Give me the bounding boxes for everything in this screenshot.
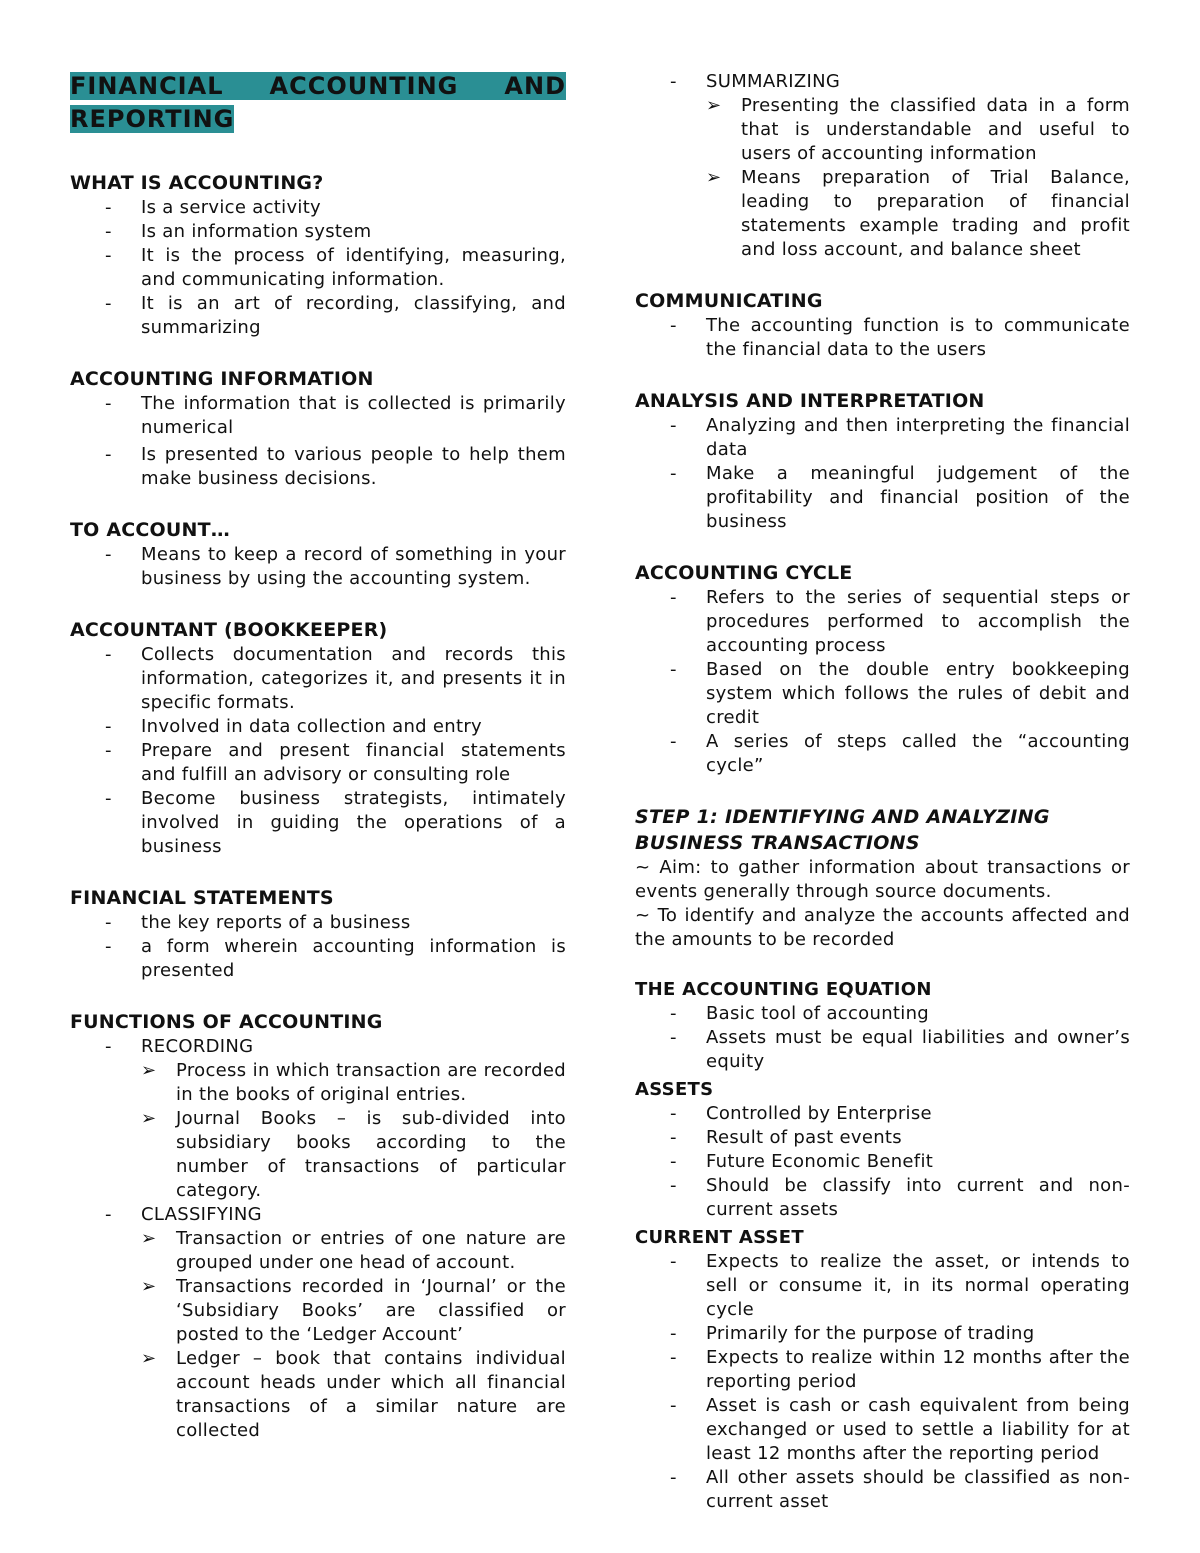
list-item-text: Expects to realize the asset, or intends to sell or consume it, in its normal operating cycle (706, 1251, 1130, 1320)
list-item-text: It is an art of recording, classifying, and summarizing (141, 293, 566, 338)
list-item-text: It is the process of identifying, measuring, and communicating information. (141, 245, 566, 290)
dash-bullet: - (670, 1127, 677, 1148)
dash-bullet: - (670, 1151, 677, 1172)
section-functions-of-accounting (70, 1009, 566, 1443)
section-assets (635, 1078, 1130, 1222)
arrow-bullet-icon: ➢ (141, 1108, 157, 1129)
list-item-text: Primarily for the purpose of trading (706, 1323, 1035, 1344)
left-column (70, 70, 566, 1469)
arrow-bullet-icon: ➢ (706, 95, 722, 116)
list-item-text: SUMMARIZING (706, 71, 841, 92)
dash-bullet: - (105, 1036, 112, 1057)
list-item-text: Is presented to various people to help them make business decisions. (141, 444, 566, 489)
list-item (635, 1102, 1130, 1126)
arrow-item-text: Ledger – book that contains individual account heads under which all financial transactions of a similar nature are collected (176, 1348, 566, 1441)
list-item (70, 292, 566, 340)
list-item (70, 787, 566, 859)
list-item-text: The accounting function is to communicate the financial data to the users (706, 315, 1130, 360)
list-item-text: Based on the double entry bookkeeping system which follows the rules of debit and credit (706, 659, 1130, 728)
section-heading: FINANCIAL STATEMENTS (70, 887, 334, 909)
list-item (70, 543, 566, 591)
list-item-text: Is an information system (141, 221, 372, 242)
bullet-list (70, 392, 566, 491)
section-summarizing (635, 70, 1130, 262)
dash-bullet: - (670, 1323, 677, 1344)
list-item (70, 392, 566, 440)
arrow-bullet-icon: ➢ (706, 167, 722, 188)
list-item (70, 739, 566, 787)
bullet-list (70, 1035, 566, 1443)
section-to-account (70, 517, 566, 591)
dash-bullet: - (105, 544, 112, 565)
list-item-text: CLASSIFYING (141, 1204, 262, 1225)
arrow-list (706, 94, 1130, 262)
list-item (70, 715, 566, 739)
list-item-text: All other assets should be classified as non-current asset (706, 1467, 1130, 1512)
list-item (635, 462, 1130, 534)
arrow-item-text: Journal Books – is sub-divided into subsidiary books according to the number of transactions of particular category. (176, 1108, 566, 1201)
dash-bullet: - (105, 221, 112, 242)
bullet-list (635, 1250, 1130, 1514)
list-item-text: Make a meaningful judgement of the profitability and financial position of the business (706, 463, 1130, 532)
list-item (635, 1466, 1130, 1514)
dash-bullet: - (670, 587, 677, 608)
bullet-list (70, 196, 566, 340)
list-item (635, 1002, 1130, 1026)
arrow-list-item (706, 166, 1130, 262)
subsection-heading: CURRENT ASSET (635, 1227, 804, 1248)
dash-bullet: - (670, 415, 677, 436)
section-heading: WHAT IS ACCOUNTING? (70, 172, 324, 194)
dash-bullet: - (670, 731, 677, 752)
step-aim: ~ Aim: to gather information about transactions or events generally through source documents. (635, 857, 1130, 902)
list-item (70, 244, 566, 292)
list-item-text: Refers to the series of sequential steps or procedures performed to accomplish the accounting process (706, 587, 1130, 656)
list-item-text: The information that is collected is primarily numerical (141, 393, 566, 438)
dash-bullet: - (670, 1395, 677, 1416)
list-item-text: Analyzing and then interpreting the financial data (706, 415, 1130, 460)
bullet-list (70, 643, 566, 859)
right-column (635, 70, 1130, 1514)
dash-bullet: - (105, 1204, 112, 1225)
dash-bullet: - (670, 315, 677, 336)
arrow-bullet-icon: ➢ (141, 1348, 157, 1369)
section-accounting-information (70, 366, 566, 491)
section-communicating (635, 288, 1130, 362)
arrow-list-item (141, 1275, 566, 1347)
arrow-item-text: Means preparation of Trial Balance, leading to preparation of financial statements example trading and profit and loss account, and balance sheet (741, 167, 1130, 260)
bullet-list (635, 70, 1130, 262)
section-what-is-accounting (70, 170, 566, 340)
arrow-item-text: Process in which transaction are recorded in the books of original entries. (176, 1060, 566, 1105)
list-item-text: A series of steps called the “accounting cycle” (706, 731, 1130, 776)
bullet-list (635, 314, 1130, 362)
list-item-text: Controlled by Enterprise (706, 1103, 932, 1124)
list-item (70, 935, 566, 983)
list-item-text: Become business strategists, intimately involved in guiding the operations of a business (141, 788, 566, 857)
arrow-item-text: Transaction or entries of one nature are grouped under one head of account. (176, 1228, 566, 1273)
list-item-summarizing (635, 70, 1130, 262)
arrow-list-item (706, 94, 1130, 166)
bullet-list (70, 543, 566, 591)
list-item-text: Result of past events (706, 1127, 902, 1148)
list-item-text: Prepare and present financial statements and fulfill an advisory or consulting role (141, 740, 566, 785)
bullet-list (70, 911, 566, 983)
dash-bullet: - (670, 1003, 677, 1024)
dash-bullet: - (670, 1251, 677, 1272)
subsection-heading: ASSETS (635, 1079, 714, 1100)
dash-bullet: - (670, 1347, 677, 1368)
dash-bullet: - (105, 197, 112, 218)
list-item-text: Should be classify into current and non-current assets (706, 1175, 1130, 1220)
dash-bullet: - (105, 644, 112, 665)
list-item (70, 196, 566, 220)
section-analysis-interpretation (635, 388, 1130, 534)
step-identify: ~ To identify and analyze the accounts affected and the amounts to be recorded (635, 905, 1130, 950)
list-item-text: RECORDING (141, 1036, 254, 1057)
bullet-list (635, 1102, 1130, 1222)
list-item-text: Involved in data collection and entry (141, 716, 483, 737)
arrow-list (141, 1059, 566, 1203)
list-item (635, 1150, 1130, 1174)
arrow-item-text: Transactions recorded in ‘Journal’ or the ‘Subsidiary Books’ are classified or posted to the ‘Ledger Account’ (176, 1276, 566, 1345)
dash-bullet: - (105, 393, 112, 414)
arrow-list-item (141, 1347, 566, 1443)
section-heading: ACCOUNTING INFORMATION (70, 368, 374, 390)
list-item (635, 730, 1130, 778)
dash-bullet: - (105, 740, 112, 761)
arrow-bullet-icon: ➢ (141, 1060, 157, 1081)
list-item (635, 658, 1130, 730)
bullet-list (635, 414, 1130, 534)
bullet-list (635, 1002, 1130, 1074)
dash-bullet: - (105, 936, 112, 957)
dash-bullet: - (670, 463, 677, 484)
dash-bullet: - (670, 1467, 677, 1488)
section-step-1 (635, 804, 1130, 952)
list-item-text: Is a service activity (141, 197, 322, 218)
section-heading: ACCOUNTING CYCLE (635, 562, 853, 584)
list-item (635, 1174, 1130, 1222)
list-item (70, 443, 566, 491)
list-item (635, 314, 1130, 362)
section-heading: ANALYSIS AND INTERPRETATION (635, 390, 985, 412)
subsection-heading: THE ACCOUNTING EQUATION (635, 979, 932, 1000)
list-item-classifying (70, 1203, 566, 1443)
arrow-bullet-icon: ➢ (141, 1228, 157, 1249)
list-item (635, 1250, 1130, 1322)
dash-bullet: - (670, 71, 677, 92)
list-item-recording (70, 1035, 566, 1203)
list-item (635, 586, 1130, 658)
dash-bullet: - (670, 1175, 677, 1196)
list-item (635, 1026, 1130, 1074)
list-item-text: Assets must be equal liabilities and owner’s equity (706, 1027, 1130, 1072)
list-item-text: Future Economic Benefit (706, 1151, 934, 1172)
section-current-asset (635, 1226, 1130, 1514)
dash-bullet: - (105, 788, 112, 809)
dash-bullet: - (670, 1103, 677, 1124)
document-title (70, 70, 566, 136)
list-item-text: the key reports of a business (141, 912, 411, 933)
section-heading: COMMUNICATING (635, 290, 823, 312)
list-item (635, 1322, 1130, 1346)
arrow-bullet-icon: ➢ (141, 1276, 157, 1297)
arrow-item-text: Presenting the classified data in a form that is understandable and useful to users of accounting information (741, 95, 1130, 164)
dash-bullet: - (105, 716, 112, 737)
list-item-text: Expects to realize within 12 months after the reporting period (706, 1347, 1130, 1392)
arrow-list-item (141, 1227, 566, 1275)
section-heading: FUNCTIONS OF ACCOUNTING (70, 1011, 383, 1033)
section-financial-statements (70, 885, 566, 983)
dash-bullet: - (105, 245, 112, 266)
section-heading: TO ACCOUNT… (70, 519, 230, 541)
dash-bullet: - (105, 912, 112, 933)
list-item-text: Basic tool of accounting (706, 1003, 929, 1024)
list-item-text: Means to keep a record of something in your business by using the accounting system. (141, 544, 566, 589)
dash-bullet: - (105, 293, 112, 314)
list-item (635, 1346, 1130, 1394)
bullet-list (635, 586, 1130, 778)
arrow-list-item (141, 1107, 566, 1203)
list-item (70, 643, 566, 715)
list-item (70, 220, 566, 244)
list-item-text: Collects documentation and records this information, categorizes it, and presents it in specific formats. (141, 644, 566, 713)
arrow-list (141, 1227, 566, 1443)
dash-bullet: - (670, 659, 677, 680)
dash-bullet: - (105, 444, 112, 465)
dash-bullet: - (670, 1027, 677, 1048)
section-heading: ACCOUNTANT (BOOKKEEPER) (70, 619, 388, 641)
list-item (635, 1394, 1130, 1466)
list-item-text: a form wherein accounting information is presented (141, 936, 566, 981)
section-accounting-cycle (635, 560, 1130, 778)
step-heading: STEP 1: IDENTIFYING AND ANALYZING BUSINESS TRANSACTIONS (635, 806, 1050, 854)
section-accountant (70, 617, 566, 859)
list-item (70, 911, 566, 935)
list-item-text: Asset is cash or cash equivalent from being exchanged or used to settle a liability for at least 12 months after the reporting period (706, 1395, 1130, 1464)
title-highlight: FINANCIAL ACCOUNTING AND REPORTING (70, 72, 566, 133)
list-item (635, 414, 1130, 462)
section-accounting-equation (635, 978, 1130, 1074)
list-item (635, 1126, 1130, 1150)
arrow-list-item (141, 1059, 566, 1107)
